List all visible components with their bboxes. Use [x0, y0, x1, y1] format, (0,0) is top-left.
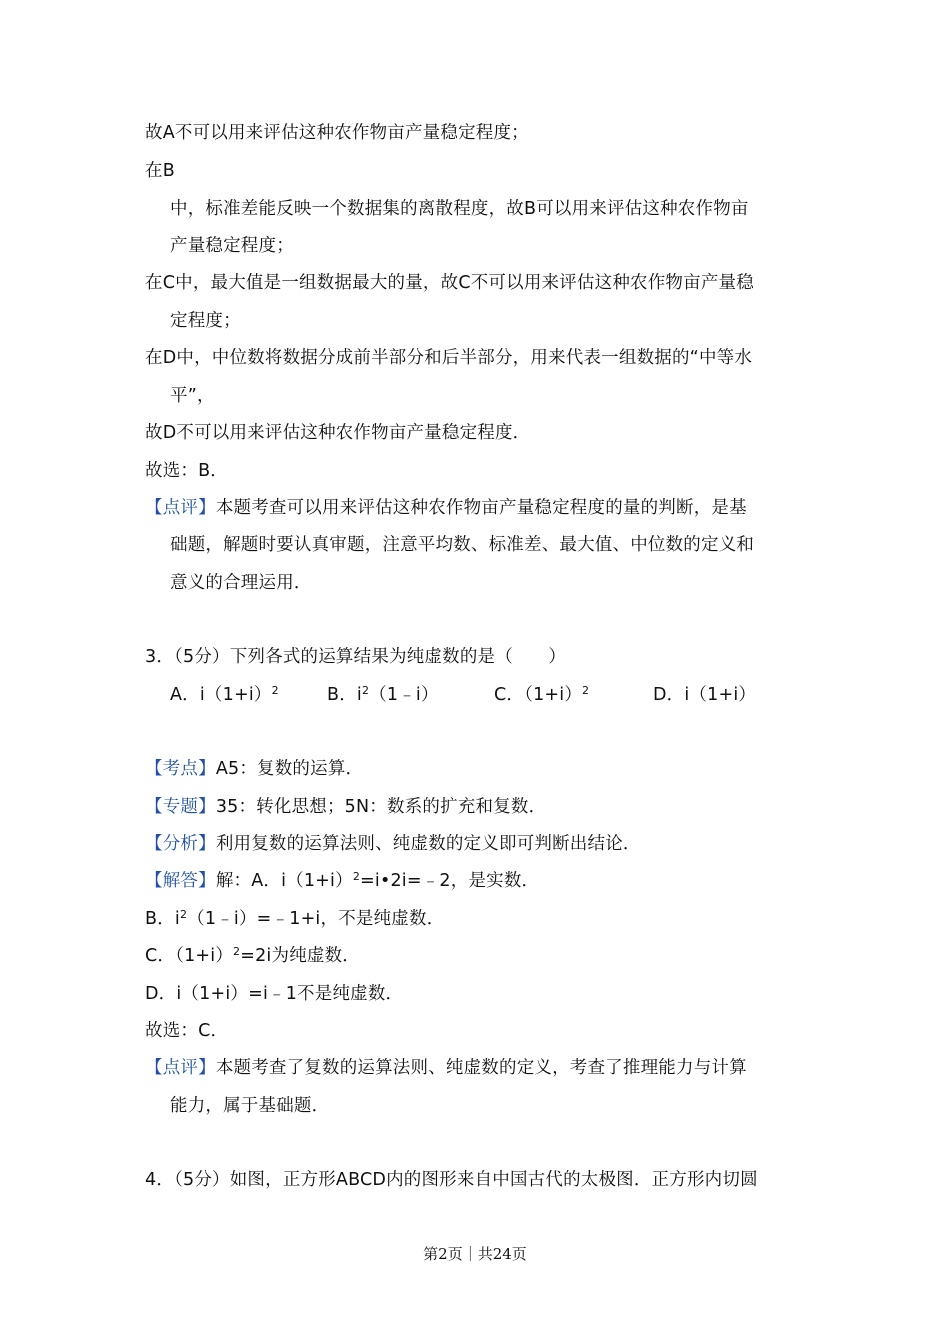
choice-line: 故选：C．: [145, 1021, 229, 1041]
jieda-sup: 2: [352, 870, 361, 883]
text-line: 故A不可以用来评估这种农作物亩产量稳定程度；: [145, 123, 529, 143]
jieda-tag: 【解答】: [145, 871, 216, 891]
text-line: 故选：B．: [145, 461, 229, 481]
text-line: 定程度；: [170, 311, 241, 331]
option-a-text: A．i（1+i）: [170, 685, 272, 705]
page-footer: 第2页｜共24页: [423, 1245, 527, 1263]
comment-line: [145, 496, 747, 520]
answer-b-line: [145, 907, 444, 931]
comment-tag: 【点评】: [145, 498, 216, 518]
text-line: 故D不可以用来评估这种农作物亩产量稳定程度．: [145, 423, 531, 443]
answer-b-text-post: （1﹣i）=﹣1+i，不是纯虚数．: [187, 909, 445, 929]
answer-c-line: [145, 944, 360, 968]
dianping-text: 本题考查了复数的运算法则、纯虚数的定义，考查了推理能力与计算: [215, 1058, 747, 1078]
answer-c-sup: 2: [233, 945, 241, 958]
option-d-text: D．i（1+i）: [653, 685, 757, 705]
fenxi-tag: 【分析】: [145, 834, 216, 854]
option-c: [494, 683, 589, 707]
option-d: [653, 683, 756, 707]
option-b-text: B．i: [327, 685, 362, 705]
answer-c-text: C．（1+i）: [145, 946, 234, 966]
text-line: 平”，: [170, 386, 215, 406]
kaodian-tag: 【考点】: [145, 759, 216, 779]
text-line: 能力，属于基础题．: [170, 1096, 330, 1116]
answer-d-line: D．i（1+i）=i﹣1不是纯虚数．: [145, 984, 404, 1004]
option-b: [327, 683, 439, 707]
option-c-sup: 2: [582, 684, 590, 697]
dianping-line: [145, 1056, 747, 1080]
answer-b-sup: 2: [179, 908, 188, 921]
jieda-line: [145, 869, 539, 893]
kaodian-line: [145, 757, 363, 781]
jieda-text: 解：A．i（1+i）: [215, 871, 353, 891]
fenxi-text: 利用复数的运算法则、纯虚数的定义即可判断出结论．: [215, 834, 641, 854]
text-line: 础题，解题时要认真审题，注意平均数、标准差、最大值、中位数的定义和: [170, 535, 755, 555]
text-line: 在D中，中位数将数据分成前半部分和后半部分，用来代表一组数据的“中等水: [145, 348, 753, 368]
zhuanti-tag: 【专题】: [145, 797, 216, 817]
comment-text: 本题考查可以用来评估这种农作物亩产量稳定程度的量的判断，是基: [215, 498, 747, 518]
text-line: 在B: [145, 161, 175, 181]
question-4-stem: 4．（5分）如图，正方形ABCD内的图形来自中国古代的太极图．正方形内切圆: [145, 1170, 758, 1190]
text-line: 在C中，最大值是一组数据最大的量，故C不可以用来评估这种农作物亩产量稳: [145, 273, 754, 293]
option-a-sup: 2: [271, 684, 279, 697]
option-a: [170, 683, 279, 707]
option-b-text-post: （1﹣i）: [369, 685, 439, 705]
option-c-text: C．（1+i）: [494, 685, 583, 705]
answer-b-text: B．i: [145, 909, 180, 929]
answer-c-text-post: =2i为纯虚数．: [240, 946, 360, 966]
text-line: 产量稳定程度；: [170, 236, 294, 256]
text-line: 中，标准差能反映一个数据集的离散程度，故B可以用来评估这种农作物亩: [170, 199, 749, 219]
text-line: 意义的合理运用．: [170, 573, 312, 593]
fenxi-line: [145, 832, 641, 856]
kaodian-text: A5：复数的运算．: [215, 759, 364, 779]
zhuanti-text: 35：转化思想；5N：数系的扩充和复数．: [215, 797, 547, 817]
question-3-stem: 3．（5分）下列各式的运算结果为纯虚数的是（ ）: [145, 647, 567, 667]
zhuanti-line: [145, 795, 546, 819]
jieda-text-post: =i•2i=﹣2，是实数．: [360, 871, 540, 891]
option-b-sup: 2: [361, 684, 370, 697]
dianping-tag: 【点评】: [145, 1058, 216, 1078]
